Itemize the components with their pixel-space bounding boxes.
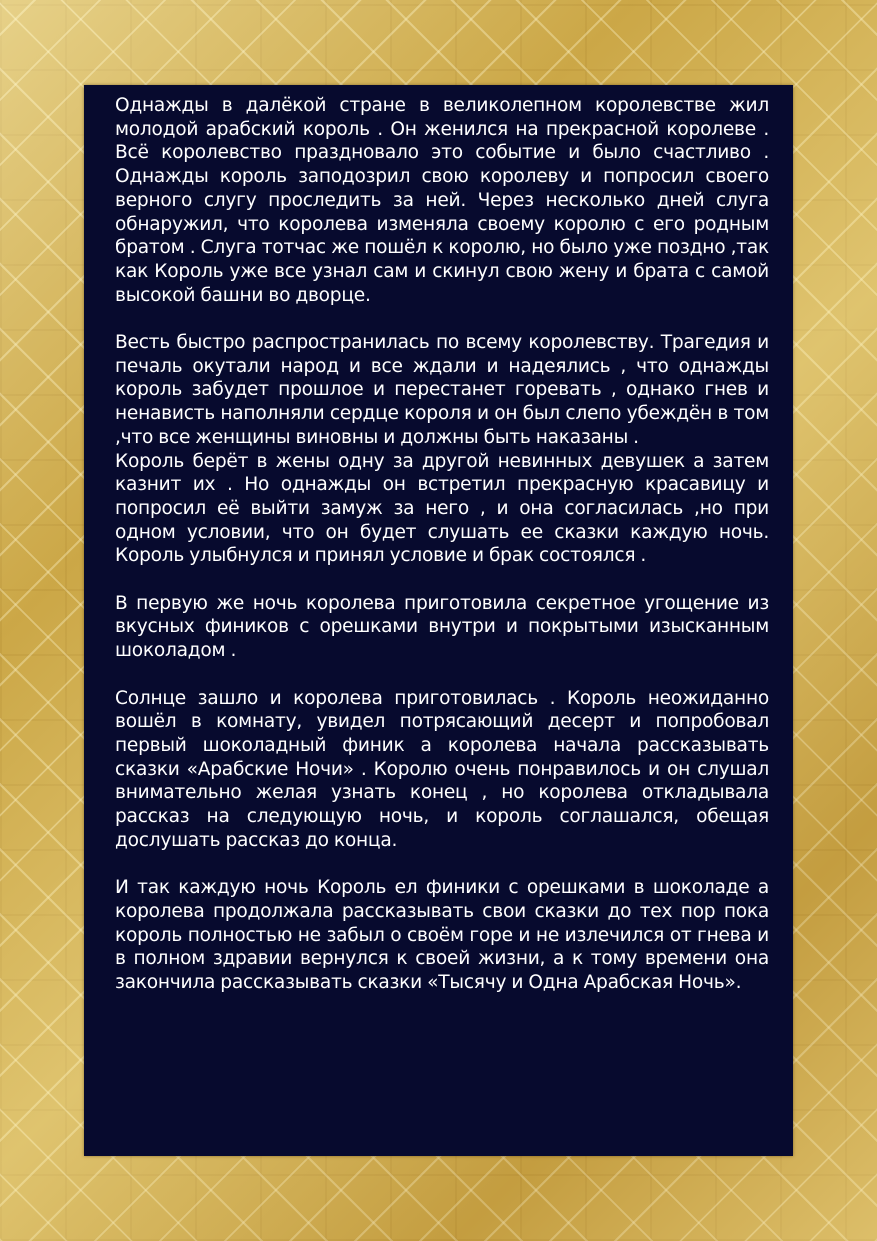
story-paragraph-1: Однажды в далёкой стране в великолепном королевстве жил молодой арабский король . Он женился на прекрасной королеве . Всё королевство праздновало это событие и было счастливо . Однажды король заподозрил свою королеву и попросил своего верного слугу проследить за ней. Через несколько дней слуга обнаружил, что королева изменяла своему королю с его родным братом . Слуга тотчас же пошёл к королю, но было уже поздно ,так как Король уже все узнал сам и скинул свою жену и брата с самой высокой башни во дворце.	[115, 95, 769, 306]
story-paragraph-4: Солнце зашло и королева приготовилась . Король неожиданно вошёл в комнату, увидел потрясающий десерт и попробовал первый шоколадный финик а королева начала рассказывать сказки «Арабские Ночи» . Королю очень понравилось и он слушал внимательно желая узнать конец , но королева откладывала рассказ на следующую ночь, и король соглашался, обещая дослушать рассказ до конца.	[115, 687, 769, 851]
story-paragraph-2: Весть быстро распространилась по всему королевству. Трагедия и печаль окутали народ и все ждали и надеялись , что однажды король забудет прошлое и перестанет горевать , однако гнев и ненависть наполняли сердце короля и он был слепо убеждён в том ,что все женщины виновны и должны быть наказаны . Король берёт в жены одну за другой невинных девушек а затем казнит их . Но однажды он встретил прекрасную красавицу и попросил её выйти замуж за него , и она согласилась ,но при одном условии, что он будет слушать ее сказки каждую ночь. Король улыбнулся и принял условие и брак состоялся .	[115, 332, 769, 567]
story-panel	[84, 85, 793, 1156]
story-text	[115, 94, 769, 995]
story-paragraph-3: В первую же ночь королева приготовила секретное угощение из вкусных фиников с орешками внутри и покрытыми изысканным шоколадом .	[115, 592, 769, 662]
story-paragraph-5: И так каждую ночь Король ел финики с орешками в шоколаде а королева продолжала рассказывать свои сказки до тех пор пока король полностью не забыл о своём горе и не излечился от гнева и в полном здравии вернулся к своей жизни, а к тому времени она закончила рассказывать сказки «Тысячу и Одна Арабская Ночь».	[115, 877, 769, 993]
